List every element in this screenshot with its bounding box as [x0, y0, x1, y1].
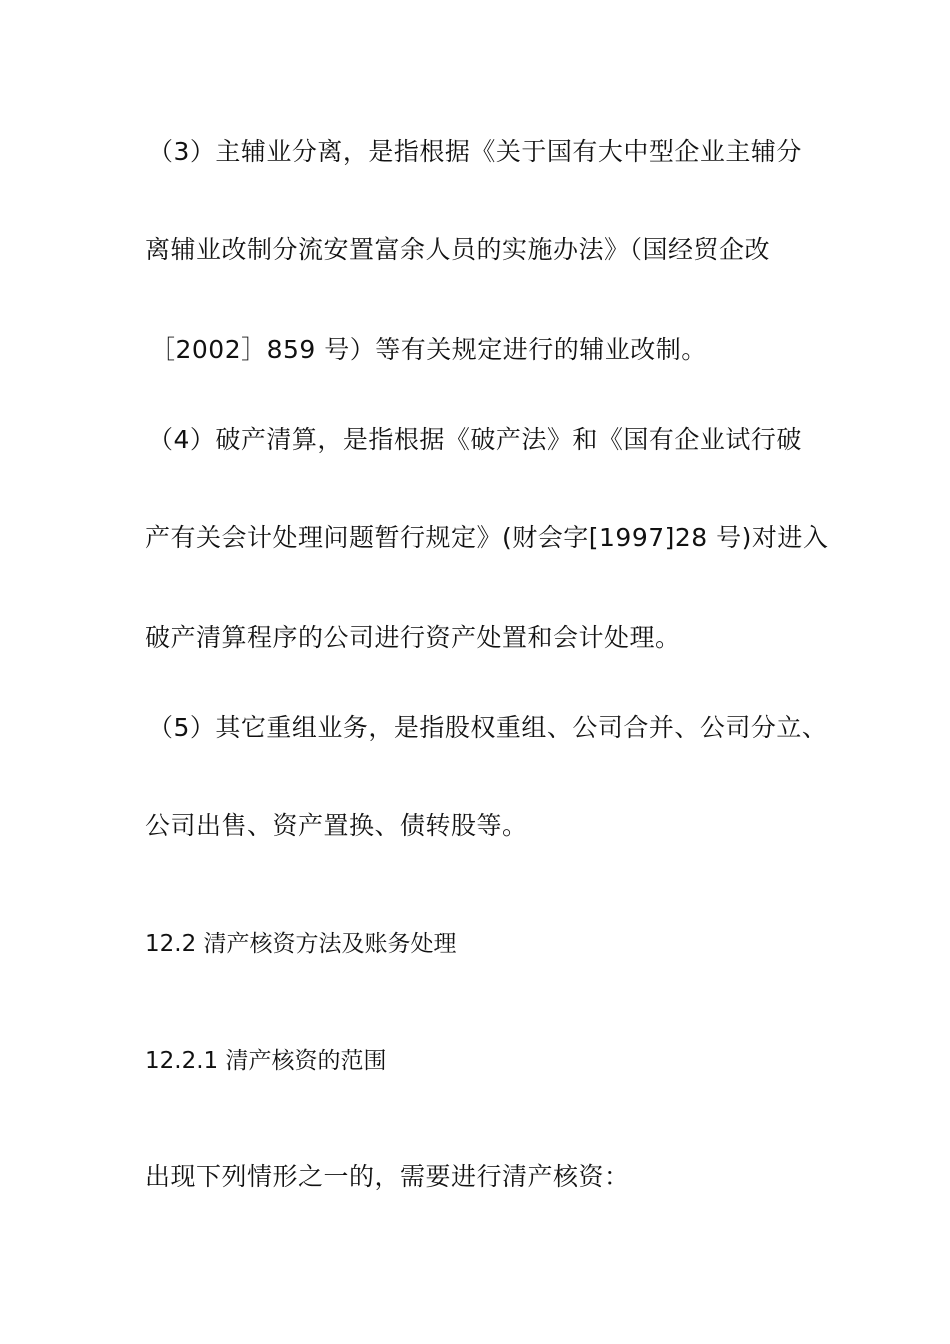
paragraph-line: 出现下列情形之一的，需要进行清产核资：	[145, 1162, 630, 1191]
section-heading: 12.2 清产核资方法及账务处理	[145, 931, 457, 957]
paragraph-line: （5）其它重组业务，是指股权重组、公司合并、公司分立、	[148, 713, 828, 742]
paragraph-line: （3）主辅业分离，是指根据《关于国有大中型企业主辅分	[148, 137, 802, 166]
paragraph-line: 产有关会计处理问题暂行规定》(财会字[1997]28 号)对进入	[145, 523, 829, 552]
paragraph-line: ［2002］859 号）等有关规定进行的辅业改制。	[150, 335, 707, 364]
subsection-heading: 12.2.1 清产核资的范围	[145, 1048, 387, 1074]
paragraph-line: 离辅业改制分流安置富余人员的实施办法》（国经贸企改	[145, 235, 771, 264]
paragraph-line: 公司出售、资产置换、债转股等。	[145, 811, 528, 840]
paragraph-line: 破产清算程序的公司进行资产处置和会计处理。	[145, 623, 681, 652]
paragraph-line: （4）破产清算，是指根据《破产法》和《国有企业试行破	[148, 425, 802, 454]
